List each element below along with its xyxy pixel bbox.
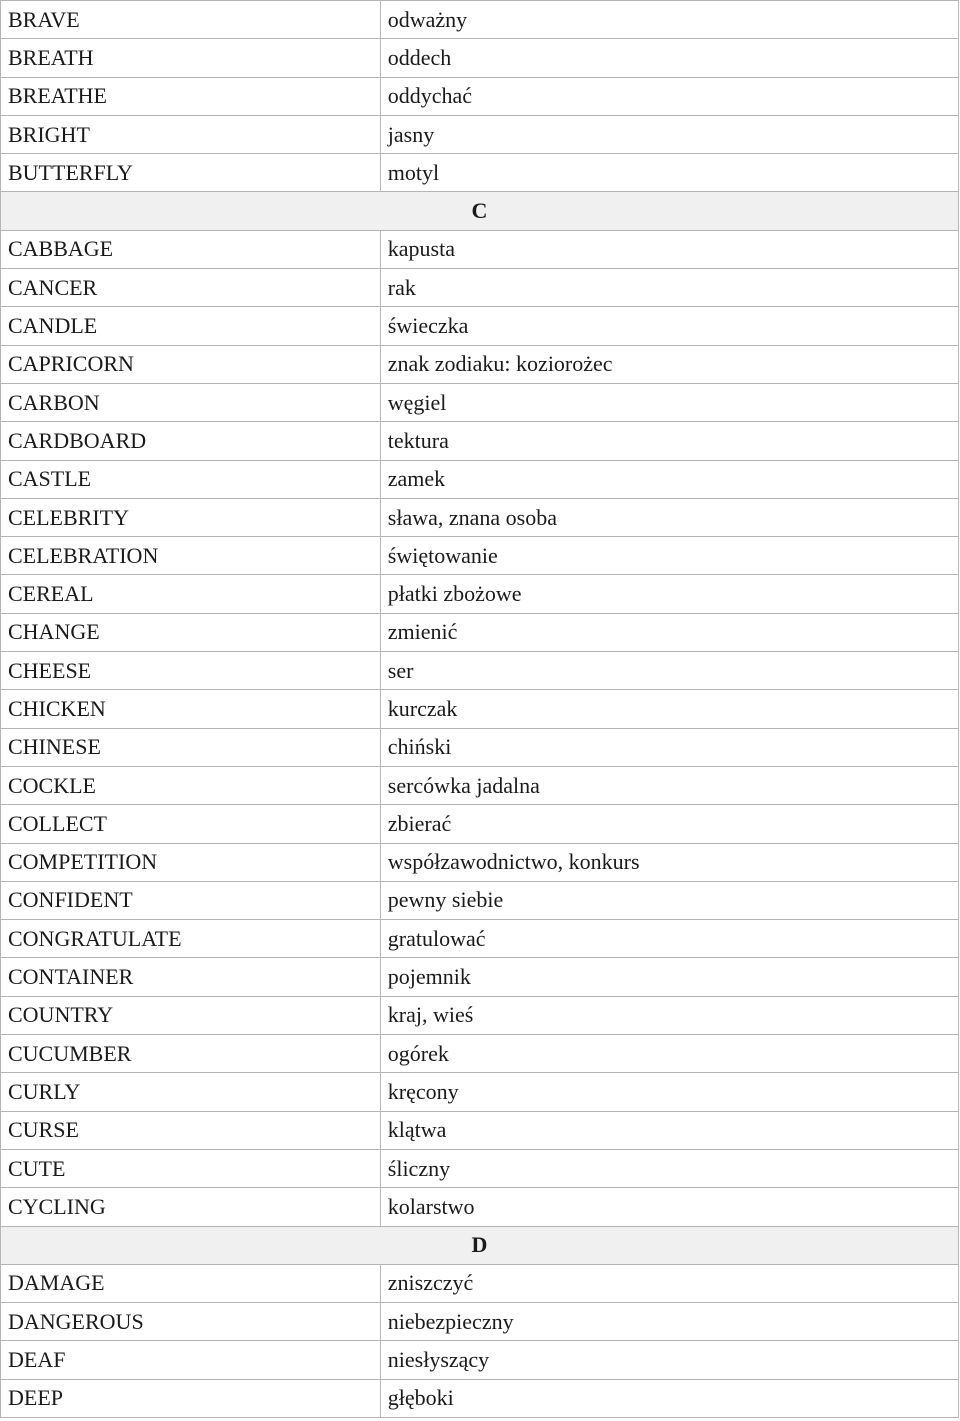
polish-translation: tektura — [380, 422, 958, 460]
english-word: CUTE — [1, 1149, 381, 1187]
english-word: COUNTRY — [1, 996, 381, 1034]
polish-translation: rak — [380, 269, 958, 307]
english-word: CANDLE — [1, 307, 381, 345]
english-word: CARDBOARD — [1, 422, 381, 460]
english-word: CABBAGE — [1, 230, 381, 268]
table-row — [1, 307, 959, 345]
polish-translation: chiński — [380, 728, 958, 766]
table-row — [1, 460, 959, 498]
section-letter: C — [1, 192, 959, 230]
table-row — [1, 1073, 959, 1111]
table-row — [1, 958, 959, 996]
table-row — [1, 345, 959, 383]
english-word: CAPRICORN — [1, 345, 381, 383]
table-row — [1, 843, 959, 881]
english-word: CURLY — [1, 1073, 381, 1111]
polish-translation: niebezpieczny — [380, 1303, 958, 1341]
section-header-row — [1, 1226, 959, 1264]
polish-translation: płatki zbożowe — [380, 575, 958, 613]
polish-translation: kurczak — [380, 690, 958, 728]
english-word: CONGRATULATE — [1, 920, 381, 958]
section-header-row — [1, 192, 959, 230]
english-word: CHANGE — [1, 613, 381, 651]
vocabulary-table-body — [1, 1, 959, 1418]
english-word: CONTAINER — [1, 958, 381, 996]
english-word: CHEESE — [1, 652, 381, 690]
english-word: DEEP — [1, 1379, 381, 1417]
english-word: BRIGHT — [1, 115, 381, 153]
polish-translation: znak zodiaku: koziorożec — [380, 345, 958, 383]
english-word: CONFIDENT — [1, 881, 381, 919]
polish-translation: ser — [380, 652, 958, 690]
english-word: CELEBRITY — [1, 498, 381, 536]
polish-translation: współzawodnictwo, konkurs — [380, 843, 958, 881]
english-word: COLLECT — [1, 805, 381, 843]
table-row — [1, 613, 959, 651]
table-row — [1, 1035, 959, 1073]
table-row — [1, 652, 959, 690]
english-word: BUTTERFLY — [1, 154, 381, 192]
polish-translation: węgiel — [380, 383, 958, 421]
table-row — [1, 383, 959, 421]
english-word: COCKLE — [1, 766, 381, 804]
table-row — [1, 996, 959, 1034]
english-word: DANGEROUS — [1, 1303, 381, 1341]
table-row — [1, 77, 959, 115]
english-word: CEREAL — [1, 575, 381, 613]
table-row — [1, 39, 959, 77]
polish-translation: pojemnik — [380, 958, 958, 996]
english-word: BREATHE — [1, 77, 381, 115]
polish-translation: gratulować — [380, 920, 958, 958]
english-word: CARBON — [1, 383, 381, 421]
table-row — [1, 230, 959, 268]
polish-translation: sława, znana osoba — [380, 498, 958, 536]
table-row — [1, 1341, 959, 1379]
english-word: CYCLING — [1, 1188, 381, 1226]
polish-translation: kolarstwo — [380, 1188, 958, 1226]
polish-translation: głęboki — [380, 1379, 958, 1417]
table-row — [1, 422, 959, 460]
polish-translation: zamek — [380, 460, 958, 498]
polish-translation: jasny — [380, 115, 958, 153]
english-word: BREATH — [1, 39, 381, 77]
polish-translation: świeczka — [380, 307, 958, 345]
table-row — [1, 1149, 959, 1187]
table-row — [1, 1111, 959, 1149]
english-word: DEAF — [1, 1341, 381, 1379]
polish-translation: oddychać — [380, 77, 958, 115]
english-word: CASTLE — [1, 460, 381, 498]
polish-translation: zmienić — [380, 613, 958, 651]
table-row — [1, 881, 959, 919]
table-row — [1, 575, 959, 613]
section-letter: D — [1, 1226, 959, 1264]
english-word: CURSE — [1, 1111, 381, 1149]
table-row — [1, 1379, 959, 1417]
table-row — [1, 805, 959, 843]
table-row — [1, 115, 959, 153]
polish-translation: niesłyszący — [380, 1341, 958, 1379]
polish-translation: odważny — [380, 1, 958, 39]
english-word: CHICKEN — [1, 690, 381, 728]
polish-translation: śliczny — [380, 1149, 958, 1187]
polish-translation: kapusta — [380, 230, 958, 268]
table-row — [1, 269, 959, 307]
english-word: CELEBRATION — [1, 537, 381, 575]
english-word: CUCUMBER — [1, 1035, 381, 1073]
polish-translation: zbierać — [380, 805, 958, 843]
english-word: DAMAGE — [1, 1264, 381, 1302]
polish-translation: świętowanie — [380, 537, 958, 575]
table-row — [1, 1, 959, 39]
polish-translation: klątwa — [380, 1111, 958, 1149]
polish-translation: ogórek — [380, 1035, 958, 1073]
english-word: COMPETITION — [1, 843, 381, 881]
table-row — [1, 1303, 959, 1341]
english-word: CHINESE — [1, 728, 381, 766]
polish-translation: pewny siebie — [380, 881, 958, 919]
table-row — [1, 498, 959, 536]
polish-translation: kraj, wieś — [380, 996, 958, 1034]
table-row — [1, 766, 959, 804]
table-row — [1, 154, 959, 192]
table-row — [1, 690, 959, 728]
polish-translation: kręcony — [380, 1073, 958, 1111]
table-row — [1, 1264, 959, 1302]
polish-translation: motyl — [380, 154, 958, 192]
polish-translation: zniszczyć — [380, 1264, 958, 1302]
table-row — [1, 537, 959, 575]
english-word: BRAVE — [1, 1, 381, 39]
table-row — [1, 1188, 959, 1226]
table-row — [1, 920, 959, 958]
polish-translation: sercówka jadalna — [380, 766, 958, 804]
english-word: CANCER — [1, 269, 381, 307]
polish-translation: oddech — [380, 39, 958, 77]
table-row — [1, 728, 959, 766]
